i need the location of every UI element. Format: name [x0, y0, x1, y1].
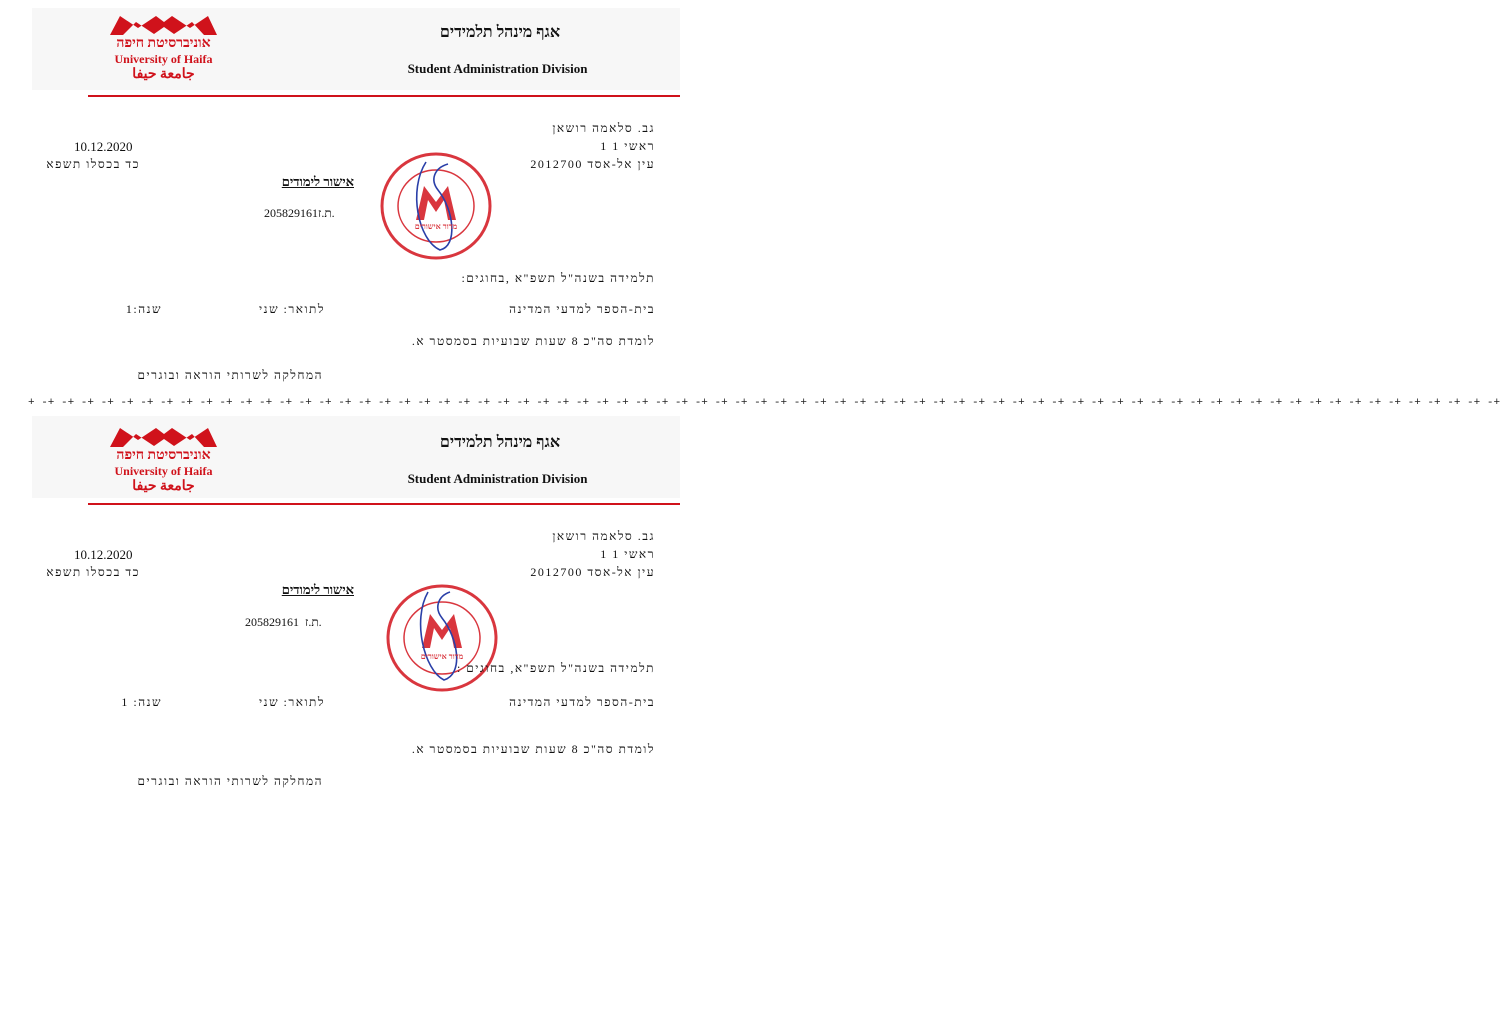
department-name: המחלקה לשרותי הוראה ובוגרים — [137, 368, 323, 382]
addressee-city: עין אל-אסד 2012700 — [530, 565, 655, 579]
logo-arabic-name: جامعة حيفا — [132, 479, 195, 494]
id-label: ת.ז. — [318, 206, 335, 220]
certificate-copy-1 — [0, 0, 768, 400]
logo-hebrew-name: אוניברסיטת חיפה — [116, 36, 211, 51]
addressee-name: גב. סלאמה רושאן — [552, 121, 655, 135]
logo-english-name: University of Haifa — [114, 52, 213, 66]
addressee-street: ראשי 1 1 — [600, 139, 655, 153]
date-gregorian: 10.12.2020 — [74, 139, 133, 154]
header-divider — [88, 503, 680, 505]
stamp-inner-text: מדור אישורים — [414, 222, 458, 231]
stamp — [384, 582, 500, 694]
division-english-title: Student Administration Division — [407, 61, 588, 76]
certificate-copy-2 — [0, 416, 768, 816]
document-title: אישור לימודים — [281, 174, 354, 189]
department-name: המחלקה לשרותי הוראה ובוגרים — [137, 774, 323, 788]
logo-emblem-icon — [108, 14, 219, 36]
date-hebrew: כד בכסלו תשפא — [46, 565, 140, 579]
school-name: בית-הספר למדעי המדינה — [509, 695, 655, 709]
stamp-inner-text: מדור אישורים — [420, 652, 464, 661]
id-number: 205829161 — [264, 206, 318, 220]
cut-line-separator: + -+ -+ -+ -+ -+ -+ -+ -+ -+ -+ -+ -+ -+ -+ -+ -+ -+ -+ -+ -+ -+ -+ -+ -+ -+ -+ -+ -+ -+ -+ -+ -+ -+ -+ -+ -+ -+ -+ -+ -+ -+ -+ -+ -+ -+ -+ -+ -+ -+ -+ -+ -+ -+ -+ -+ -+ -+ -+ -+ -+ -+ -+ -+ -+ -+ -+ -+ -+ -+ -+ -+ -+ -+ -+ — [28, 397, 1500, 409]
division-hebrew-title: אגף מינהל תלמידים — [439, 434, 561, 451]
logo-arabic-name: جامعة حيفا — [132, 67, 195, 82]
header-divider — [88, 95, 680, 97]
university-logo — [106, 426, 221, 498]
degree-label: לתואר: שני — [259, 695, 325, 709]
id-number-line — [264, 206, 335, 221]
date-gregorian: 10.12.2020 — [74, 547, 133, 562]
addressee-name: גב. סלאמה רושאן — [552, 529, 655, 543]
division-hebrew-title: אגף מינהל תלמידים — [439, 24, 561, 41]
logo-hebrew-name: אוניברסיטת חיפה — [116, 448, 211, 463]
id-number: 205829161 — [245, 615, 299, 629]
student-year-text: תלמידה בשנה"ל תשפ"א, בחוגים : — [456, 661, 655, 675]
division-english-title: Student Administration Division — [407, 471, 588, 486]
document-title: אישור לימודים — [281, 582, 354, 597]
id-label: ת.ז. — [305, 615, 322, 629]
year-label: שנה:1 — [125, 302, 162, 316]
addressee-street: ראשי 1 1 — [600, 547, 655, 561]
school-name: בית-הספר למדעי המדינה — [509, 302, 655, 316]
year-label: שנה: 1 — [121, 695, 162, 709]
student-year-text: תלמידה בשנה"ל תשפ"א ,בחוגים: — [461, 271, 655, 285]
date-hebrew: כד בכסלו תשפא — [46, 157, 140, 171]
id-number-line — [245, 615, 322, 630]
weekly-hours-text: לומדת סה"כ 8 שעות שבועיות בסמסטר א. — [411, 742, 655, 756]
logo-english-name: University of Haifa — [114, 464, 213, 478]
weekly-hours-text: לומדת סה"כ 8 שעות שבועיות בסמסטר א. — [411, 334, 655, 348]
addressee-city: עין אל-אסד 2012700 — [530, 157, 655, 171]
stamp — [378, 150, 494, 262]
logo-emblem-icon — [108, 426, 219, 448]
university-logo — [106, 14, 221, 86]
degree-label: לתואר: שני — [259, 302, 325, 316]
